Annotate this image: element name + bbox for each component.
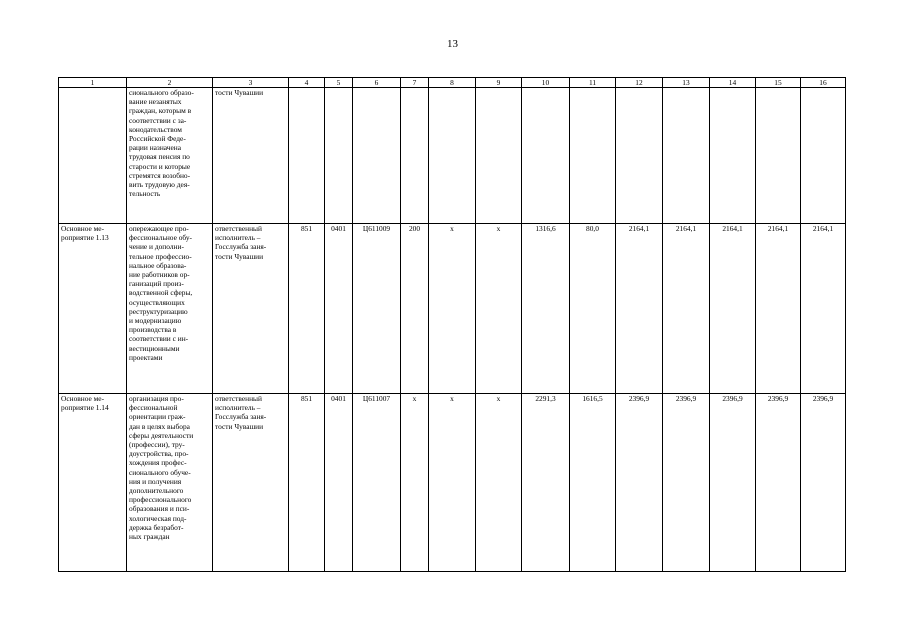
column-header: 5 <box>325 78 353 88</box>
activity-name-cell: Основное ме- роприятие 1.14 <box>59 394 127 572</box>
column-header: 13 <box>663 78 710 88</box>
value-cell: 2396,9 <box>663 394 710 572</box>
header-row <box>59 78 846 88</box>
column-header: 1 <box>59 78 127 88</box>
column-header: 11 <box>570 78 616 88</box>
column-header: 6 <box>353 78 401 88</box>
code-cell: 0401 <box>325 394 353 572</box>
code-cell <box>353 88 401 224</box>
table-row <box>59 88 846 224</box>
table-row <box>59 394 846 572</box>
value-cell <box>616 88 663 224</box>
table-row <box>59 224 846 394</box>
column-header: 12 <box>616 78 663 88</box>
value-cell: 2164,1 <box>710 224 756 394</box>
value-cell <box>570 88 616 224</box>
activity-name-cell <box>59 88 127 224</box>
column-header: 10 <box>522 78 570 88</box>
code-cell: x <box>429 394 476 572</box>
column-header: 7 <box>401 78 429 88</box>
code-cell: 0401 <box>325 224 353 394</box>
code-cell: Ц611009 <box>353 224 401 394</box>
activity-description-cell: организация про- фессиональной ориентации граж- дан в целях выбора сферы деятельности (профессии), тру- доустройства, про- хождения профес- сионального обуче- ния и получения дополнительного профессионального образования и пси- хологическая под- держка безработ- ных граждан <box>127 394 213 572</box>
code-cell <box>429 88 476 224</box>
column-header: 9 <box>476 78 522 88</box>
column-header: 15 <box>756 78 801 88</box>
column-header: 3 <box>213 78 289 88</box>
value-cell: 2396,9 <box>710 394 756 572</box>
code-cell <box>476 88 522 224</box>
executor-cell: ответственный исполнитель – Госслужба заня- тости Чувашии <box>213 394 289 572</box>
column-header: 8 <box>429 78 476 88</box>
code-cell: x <box>429 224 476 394</box>
column-header: 4 <box>289 78 325 88</box>
activity-description-cell: сионального образо- вание незанятых граждан, которым в соответствии с за- конодательством Российской Феде- рации назначена трудовая пенсия по старости и которые стремятся возобно- вить трудовую дея- тельность <box>127 88 213 224</box>
column-header: 2 <box>127 78 213 88</box>
value-cell: 2396,9 <box>616 394 663 572</box>
code-cell: 851 <box>289 394 325 572</box>
value-cell <box>663 88 710 224</box>
executor-cell: тости Чувашии <box>213 88 289 224</box>
value-cell: 2164,1 <box>801 224 846 394</box>
executor-cell: ответственный исполнитель – Госслужба заня- тости Чувашии <box>213 224 289 394</box>
code-cell <box>401 88 429 224</box>
value-cell: 2396,9 <box>801 394 846 572</box>
activity-description-cell: опережающее про- фессиональное обу- чение и дополни- тельное профессио- нальное образова- ние работников ор- ганизаций произ- водственной сферы, осуществляющих реструктуризацию и модернизацию производства в соответствии с ин- вестиционными проектами <box>127 224 213 394</box>
code-cell: Ц611007 <box>353 394 401 572</box>
value-cell: 2164,1 <box>663 224 710 394</box>
value-cell: 2164,1 <box>616 224 663 394</box>
code-cell: 851 <box>289 224 325 394</box>
value-cell <box>710 88 756 224</box>
value-cell <box>756 88 801 224</box>
value-cell: 80,0 <box>570 224 616 394</box>
value-cell: 1316,6 <box>522 224 570 394</box>
value-cell <box>522 88 570 224</box>
value-cell: 1616,5 <box>570 394 616 572</box>
code-cell: x <box>476 394 522 572</box>
value-cell <box>801 88 846 224</box>
activity-name-cell: Основное ме- роприятие 1.13 <box>59 224 127 394</box>
code-cell <box>325 88 353 224</box>
value-cell: 2396,9 <box>756 394 801 572</box>
value-cell: 2291,3 <box>522 394 570 572</box>
code-cell <box>289 88 325 224</box>
code-cell: 200 <box>401 224 429 394</box>
code-cell: x <box>476 224 522 394</box>
code-cell: x <box>401 394 429 572</box>
column-header: 16 <box>801 78 846 88</box>
value-cell: 2164,1 <box>756 224 801 394</box>
column-header: 14 <box>710 78 756 88</box>
budget-table <box>58 77 846 572</box>
page-number: 13 <box>447 38 458 50</box>
